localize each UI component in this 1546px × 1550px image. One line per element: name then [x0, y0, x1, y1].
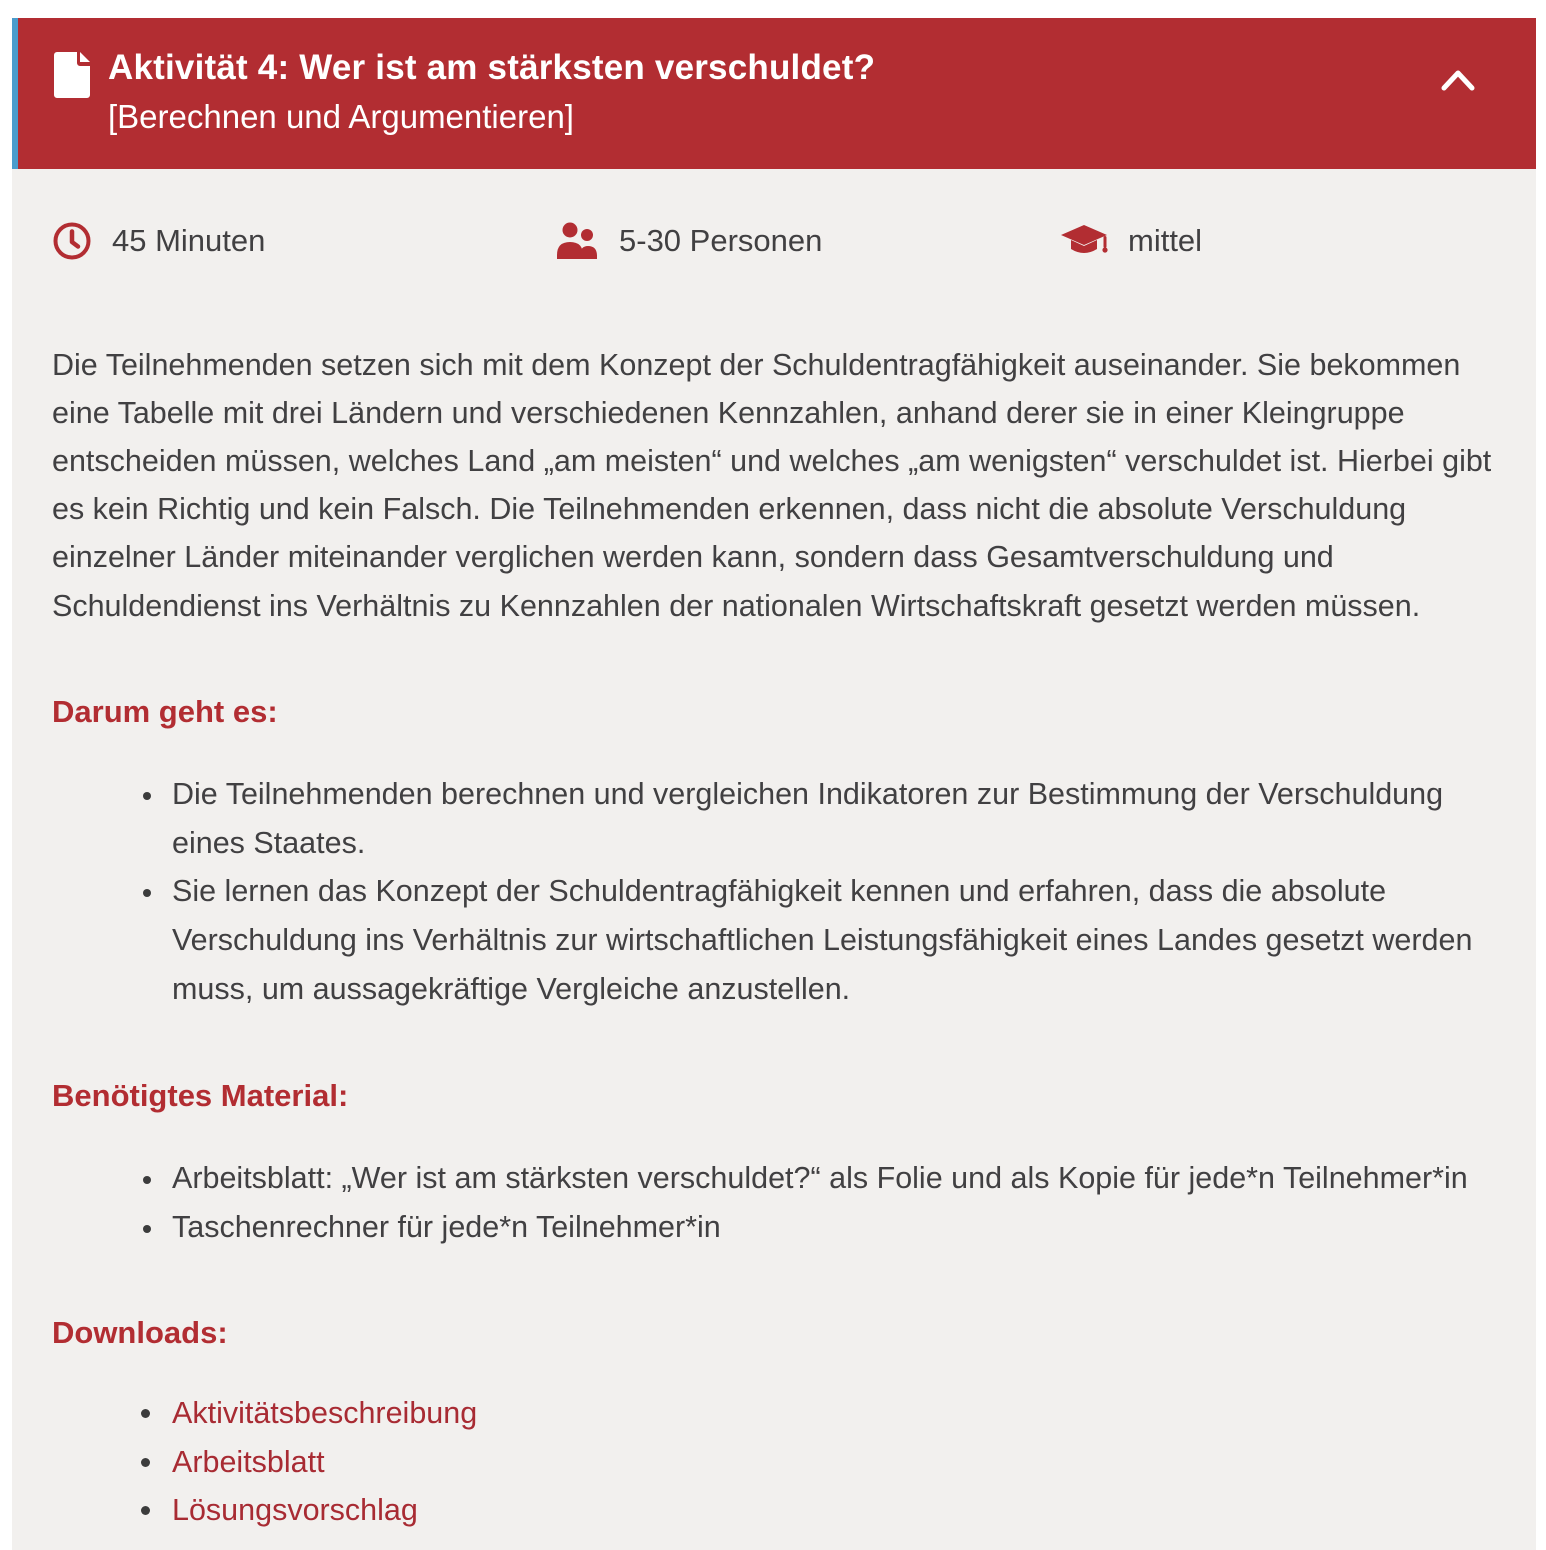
download-item	[166, 1438, 1494, 1486]
activity-subtitle: [Berechnen und Argumentieren]	[108, 97, 574, 135]
downloads-heading: Downloads:	[52, 1315, 228, 1351]
activity-body	[12, 169, 1536, 1550]
activity-card	[12, 18, 1536, 1550]
about-item: • Sie lernen das Konzept der Schuldentragfähigkeit kennen und erfahren, dass die absolute Verschuldung ins Verhältnis zur wirtschaftlichen Leistungsfähigkeit eines Landes gesetzt werden muss, um aussagekräftige Vergleiche anzustellen.	[166, 867, 1494, 1013]
participants-label: 5-30 Personen	[619, 222, 823, 258]
meta-participants	[555, 221, 1060, 261]
download-link-arbeitsblatt[interactable]: Arbeitsblatt	[172, 1444, 325, 1479]
material-item: • Taschenrechner für jede*n Teilnehmer*in	[166, 1203, 1494, 1252]
clock-icon	[52, 221, 92, 261]
download-link-aktivitaetsbeschreibung[interactable]: Aktivitätsbeschreibung	[172, 1396, 478, 1431]
download-link-loesungsvorschlag[interactable]: Lösungsvorschlag	[172, 1492, 418, 1527]
activity-accordion-header[interactable]	[12, 18, 1536, 169]
meta-difficulty	[1060, 221, 1494, 261]
graduation-cap-icon	[1060, 221, 1108, 261]
download-item	[166, 1486, 1494, 1534]
difficulty-label: mittel	[1128, 222, 1203, 258]
download-item	[166, 1389, 1494, 1437]
material-list	[52, 1154, 1494, 1252]
material-heading: Benötigtes Material:	[52, 1077, 349, 1113]
duration-label: 45 Minuten	[112, 222, 266, 258]
about-heading: Darum geht es:	[52, 693, 278, 729]
activity-title: Aktivität 4: Wer ist am stärksten verschuldet?	[108, 48, 876, 87]
file-icon	[54, 52, 90, 98]
meta-row	[52, 221, 1494, 261]
about-item: • Die Teilnehmenden berechnen und vergleichen Indikatoren zur Bestimmung der Verschuldung eines Staates.	[166, 770, 1494, 868]
meta-duration	[52, 221, 555, 261]
people-icon	[555, 221, 599, 261]
material-item: • Arbeitsblatt: „Wer ist am stärksten verschuldet?“ als Folie und als Kopie für jede*n Teilnehmer*in	[166, 1154, 1494, 1203]
downloads-list	[52, 1389, 1494, 1534]
about-list	[52, 770, 1494, 1014]
activity-title-block	[108, 46, 1416, 139]
collapse-button[interactable]	[1436, 60, 1480, 104]
chevron-up-icon	[1436, 60, 1480, 104]
activity-description: Die Teilnehmenden setzen sich mit dem Konzept der Schuldentragfähigkeit auseinander. Sie bekommen eine Tabelle mit drei Ländern und verschiedenen Kennzahlen, anhand derer sie in einer Kleingruppe entscheiden müssen, welches Land „am meisten“ und welches „am wenigsten“ verschuldet ist. Hierbei gibt es kein Richtig und kein Falsch. Die Teilnehmenden erkennen, dass nicht die absolute Verschuldung einzelner Länder miteinander verglichen werden kann, sondern dass Gesamtverschuldung und Schuldendienst ins Verhältnis zu Kennzahlen der nationalen Wirtschaftskraft gesetzt werden müssen.	[52, 347, 1492, 623]
